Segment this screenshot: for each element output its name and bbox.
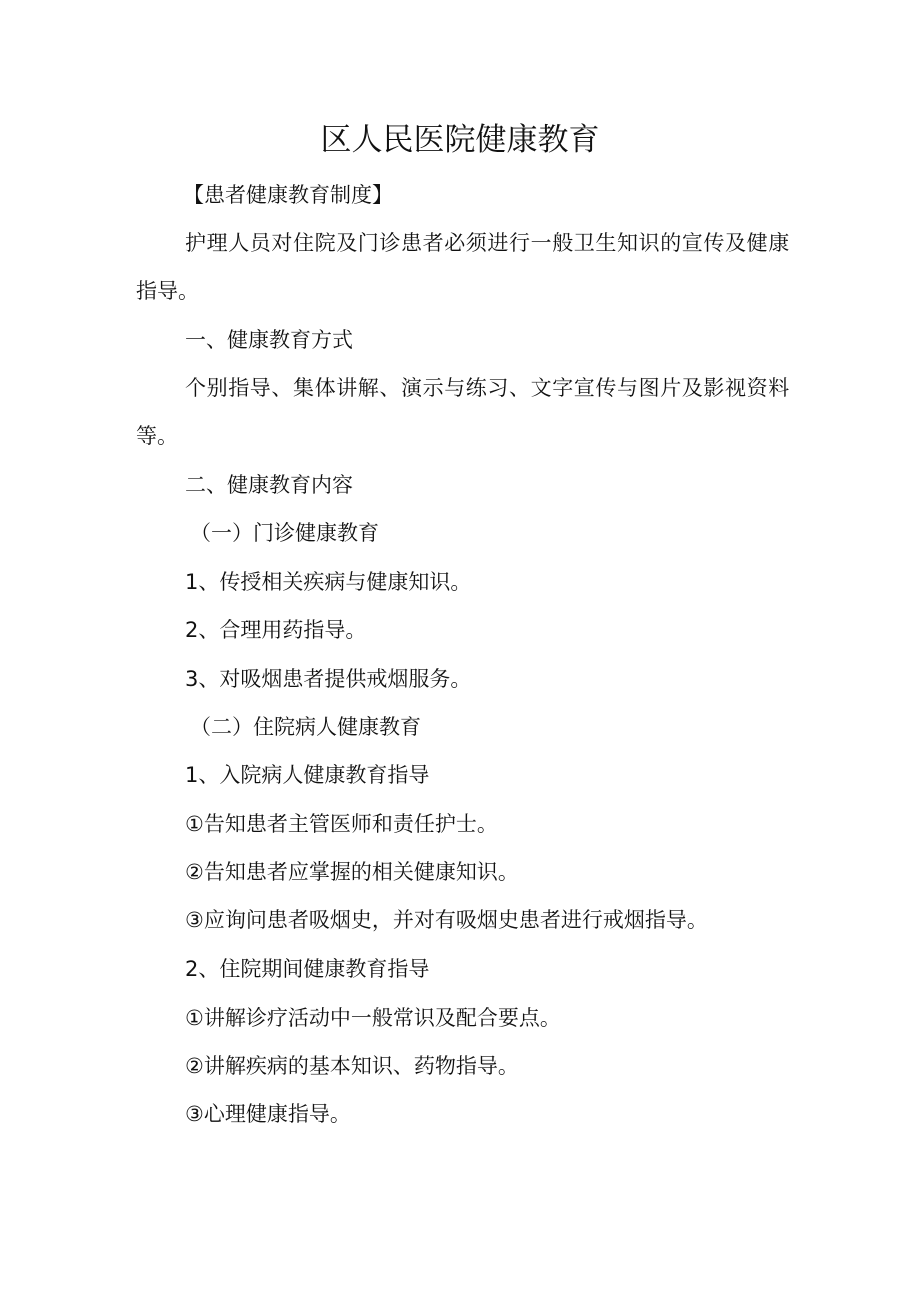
intro-paragraph — [136, 228, 796, 306]
part1-body-line-1: 个别指导、集体讲解、演示与练习、文字宣传与图片及影视资料 — [185, 376, 790, 400]
document-title: 区人民医院健康教育 — [320, 122, 600, 158]
intro-line-1: 护理人员对住院及门诊患者必须进行一般卫生知识的宣传及健康 — [185, 231, 790, 255]
list-item: ①讲解诊疗活动中一般常识及配合要点。 — [185, 1006, 561, 1030]
list-item: 1、传授相关疾病与健康知识。 — [185, 570, 472, 594]
admission-heading: 1、入院病人健康教育指导 — [185, 763, 430, 787]
list-item: ③心理健康指导。 — [185, 1102, 351, 1126]
part1-paragraph — [136, 373, 796, 451]
list-item: 2、合理用药指导。 — [185, 618, 367, 642]
stay-heading: 2、住院期间健康教育指导 — [185, 957, 430, 981]
list-item: ①告知患者主管医师和责任护士。 — [185, 812, 498, 836]
section-heading: 【患者健康教育制度】 — [183, 183, 393, 207]
list-item: ②讲解疾病的基本知识、药物指导。 — [185, 1054, 519, 1078]
list-item: 3、对吸烟患者提供戒烟服务。 — [185, 667, 472, 691]
part2-heading: 二、健康教育内容 — [185, 473, 353, 497]
part1-body-line-2: 等。 — [136, 424, 178, 448]
intro-line-2: 指导。 — [136, 279, 199, 303]
outpatient-heading: （一）门诊健康教育 — [190, 521, 379, 545]
inpatient-heading: （二）住院病人健康教育 — [190, 715, 421, 739]
list-item: ②告知患者应掌握的相关健康知识。 — [185, 860, 519, 884]
part1-heading: 一、健康教育方式 — [185, 328, 353, 352]
list-item: ③应询问患者吸烟史，并对有吸烟史患者进行戒烟指导。 — [185, 908, 708, 932]
